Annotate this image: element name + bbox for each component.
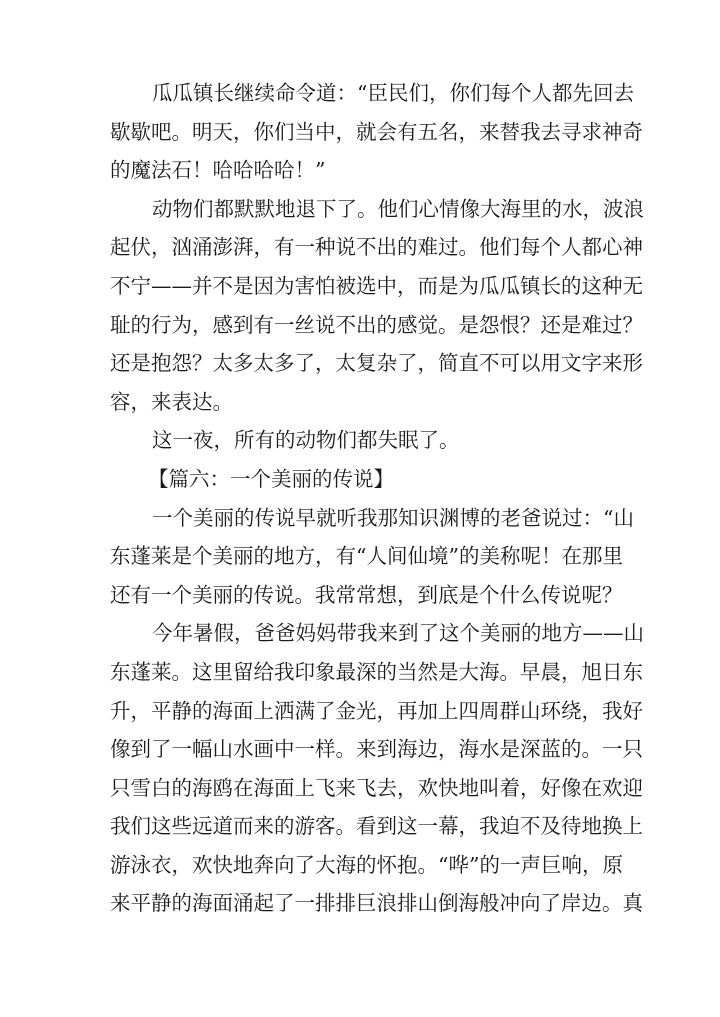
text-line: 像到了一幅山水画中一样。来到海边，海水是深蓝的。一只 [110, 737, 643, 762]
text-line: 一个美丽的传说早就听我那知识渊博的老爸说过：“山 [152, 505, 634, 530]
text-line: 还有一个美丽的传说。我常常想，到底是个什么传说呢？ [110, 582, 623, 607]
document-body [110, 74, 644, 923]
text-line: 来平静的海面涌起了一排排巨浪排山倒海般冲向了岸边。真 [110, 891, 643, 916]
text-line: 今年暑假，爸爸妈妈带我来到了这个美丽的地方——山 [152, 621, 644, 646]
text-line: 我们这些远道而来的游客。看到这一幕，我迫不及待地换上 [110, 814, 643, 839]
section-heading: 【篇六：一个美丽的传说】 [148, 466, 394, 491]
text-line: 瓜瓜镇长继续命令道：“臣民们，你们每个人都先回去 [152, 81, 634, 105]
text-line: 东蓬莱是个美丽的地方，有“人间仙境”的美称呢！在那里 [110, 544, 623, 569]
text-line: 这一夜，所有的动物们都失眠了。 [152, 428, 460, 453]
text-line: 容，来表达。 [110, 389, 233, 414]
text-line: 歇歇吧。明天，你们当中，就会有五名，来替我去寻求神奇 [110, 119, 643, 144]
text-line: 游泳衣，欢快地奔向了大海的怀抱。“哗”的一声巨响，原 [110, 852, 623, 877]
text-line: 只雪白的海鸥在海面上飞来飞去，欢快地叫着，好像在欢迎 [110, 775, 643, 800]
text-line: 升，平静的海面上洒满了金光，再加上四周群山环绕，我好 [110, 698, 643, 723]
text-line: 起伏，汹涌澎湃，有一种说不出的难过。他们每个人都心神 [110, 235, 643, 260]
text-line: 动物们都默默地退下了。他们心情像大海里的水，波浪 [152, 196, 644, 221]
text-line: 不宁——并不是因为害怕被选中，而是为瓜瓜镇长的这种无 [110, 273, 643, 298]
text-line: 的魔法石！哈哈哈哈！” [110, 158, 326, 183]
text-line: 还是抱怨？太多太多了，太复杂了，简直不可以用文字来形 [110, 351, 643, 376]
text-line: 耻的行为，感到有一丝说不出的感觉。是怨恨？还是难过？ [110, 312, 643, 337]
text-line: 东蓬莱。这里留给我印象最深的当然是大海。早晨，旭日东 [110, 659, 643, 684]
